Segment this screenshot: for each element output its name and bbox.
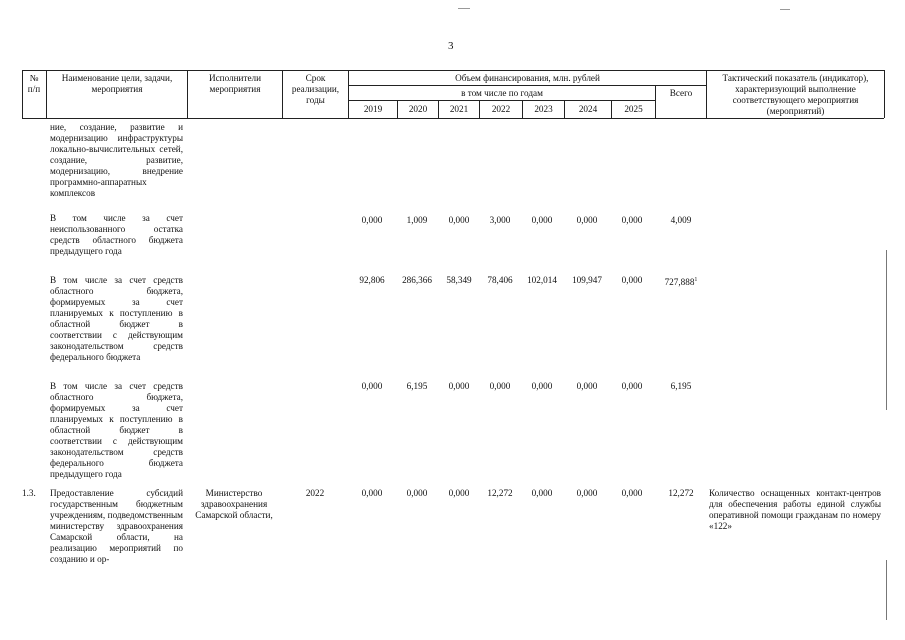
value-total <box>655 215 707 226</box>
value-2025: 0,000 <box>621 275 643 285</box>
value-total <box>655 381 707 392</box>
value-2021: 0,000 <box>448 488 470 498</box>
header-year: 2025 <box>624 104 643 114</box>
value-2021: 0,000 <box>448 215 470 225</box>
col-border <box>884 70 885 118</box>
page-number: 3 <box>448 40 454 52</box>
value-2020: 0,000 <box>406 488 428 498</box>
value-2024: 0,000 <box>576 381 598 391</box>
value-2020: 1,009 <box>406 215 428 225</box>
value-2019: 92,806 <box>359 275 385 285</box>
value-2023: 0,000 <box>531 488 553 498</box>
row-indicator: Количество оснащенных контакт-центров для обеспечения работы единой службы оперативной помощи гражданам по номеру «122» <box>709 488 881 531</box>
header-num: № п/п <box>27 73 41 94</box>
scan-edge-mark <box>886 560 887 620</box>
scan-speck <box>458 8 470 9</box>
value-2024: 109,947 <box>572 275 602 285</box>
row-term: 2022 <box>305 488 325 498</box>
value-2022: 78,406 <box>487 275 513 285</box>
value-2019: 0,000 <box>361 215 383 225</box>
header-year: 2020 <box>408 104 428 114</box>
header-year: 2019 <box>363 104 383 114</box>
header-term: Срок реализации, годы <box>291 73 340 105</box>
value-2024: 0,000 <box>576 215 598 225</box>
years-subheader-line <box>348 100 655 101</box>
row-name: В том числе за счет средств областного бюджета, формируемых за счет планируемых к поступлению в областной бюджет в соответствии с действующим законодательством средств федерального бюджета предыдущего года <box>50 381 183 479</box>
value-2019: 0,000 <box>361 488 383 498</box>
row-executor: Министерство здравоохранения Самарской области, <box>195 488 273 520</box>
table-top-border <box>22 70 884 71</box>
total-value: 12,272 <box>668 488 694 498</box>
value-2023: 102,014 <box>527 275 557 285</box>
header-executors: Исполнители мероприятия <box>208 73 262 94</box>
value-2021: 0,000 <box>448 381 470 391</box>
value-2025: 0,000 <box>621 381 643 391</box>
header-indicator: Тактический показатель (индикатор), характеризующий выполнение соответствующего мероприятия (мероприятий) <box>722 73 869 116</box>
header-name: Наименование цели, задачи, мероприятия <box>61 73 173 94</box>
row-name: В том числе за счет неиспользованного остатка средств областного бюджета предыдущего года <box>50 213 183 256</box>
financing-subheader-line <box>348 85 706 86</box>
row-name: Предоставление субсидий государственным бюджетным учреждениям, подведомственным министерству здравоохранения Самарской области, на реализацию мероприятий по созданию и ор- <box>50 488 183 564</box>
value-2019: 0,000 <box>361 381 383 391</box>
header-year: 2024 <box>578 104 598 114</box>
value-2025: 0,000 <box>621 488 643 498</box>
row-number: 1.3. <box>22 488 36 498</box>
footnote-mark: 1 <box>694 277 698 283</box>
header-total: Всего <box>669 88 693 98</box>
header-year: 2021 <box>449 104 469 114</box>
value-2022: 0,000 <box>489 381 511 391</box>
value-2022: 3,000 <box>489 215 511 225</box>
scan-speck <box>780 9 790 10</box>
value-2024: 0,000 <box>576 488 598 498</box>
total-value: 727,888 <box>664 277 695 288</box>
value-total <box>655 275 707 288</box>
value-2020: 6,195 <box>406 381 428 391</box>
value-2020: 286,366 <box>402 275 432 285</box>
scan-edge-mark <box>886 250 887 410</box>
header-by-years: в том числе по годам <box>461 88 543 98</box>
value-2023: 0,000 <box>531 381 553 391</box>
row-name: В том числе за счет средств областного бюджета, формируемых за счет планируемых к поступлению в областной бюджет в соответствии с действующим законодательством средств федерального бюджета <box>50 275 183 362</box>
header-bottom-border <box>22 118 884 119</box>
total-value: 6,195 <box>670 381 692 391</box>
header-year: 2022 <box>491 104 511 114</box>
total-value: 4,009 <box>670 215 692 225</box>
header-year: 2023 <box>534 104 553 114</box>
value-2022: 12,272 <box>487 488 513 498</box>
value-2023: 0,000 <box>531 215 553 225</box>
row-name: ние, создание, развитие и модернизацию инфраструктуры локально-вычислительных сетей, создание, развитие, модернизацию, внедрение программно-аппаратных комплексов <box>50 122 183 198</box>
header-financing: Объем финансирования, млн. рублей <box>455 73 600 83</box>
value-2021: 58,349 <box>446 275 472 285</box>
value-total <box>655 488 707 499</box>
value-2025: 0,000 <box>621 215 643 225</box>
